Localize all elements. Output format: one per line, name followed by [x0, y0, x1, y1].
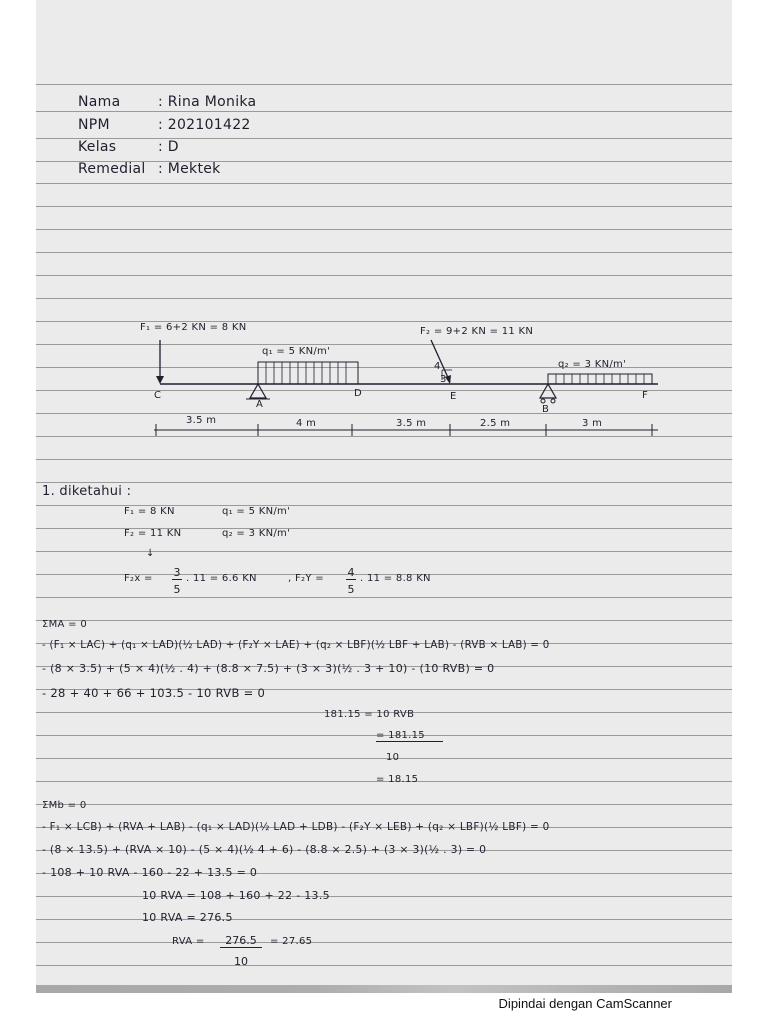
camscanner-watermark: Dipindai dengan CamScanner: [498, 996, 672, 1011]
nama-label: Nama: [78, 94, 121, 110]
rva-denominator: 10: [234, 955, 248, 968]
q1-load-hatch: [266, 362, 346, 384]
f2x-rhs: . 11 = 6.6 KN: [186, 573, 257, 584]
dim-4-label: 2.5 m: [480, 418, 511, 429]
remedial-value: : Mektek: [158, 161, 221, 177]
f2y-lhs: , F₂Y =: [288, 573, 324, 584]
sum-mb-line-3: - 108 + 10 RVA - 160 - 22 + 13.5 = 0: [42, 866, 258, 879]
sum-ma-result: = 18.15: [376, 774, 419, 785]
point-c-label: C: [154, 390, 162, 401]
sum-mb-title: ΣMb = 0: [42, 800, 87, 811]
given-q2: q₂ = 3 KN/m': [222, 528, 291, 539]
sum-ma-line-5-num: = 181.15: [376, 730, 443, 742]
point-e-label: E: [450, 391, 457, 402]
slope-4-label: 4: [434, 361, 441, 372]
sum-ma-line-2: - (8 × 3.5) + (5 × 4)(½ . 4) + (8.8 × 7.5) + (3 × 3)(½ . 3 + 10) - (10 RVB) = 0: [42, 662, 495, 675]
f2x-lhs: F₂x =: [124, 573, 153, 584]
f2x-numerator: 3: [173, 566, 181, 579]
f1-arrowhead: [156, 376, 164, 384]
sum-ma-line-5-den: 10: [386, 752, 400, 763]
notebook-page: [36, 0, 732, 993]
q2-load-hatch: [556, 374, 644, 384]
sum-ma-line-3: - 28 + 40 + 66 + 103.5 - 10 RVB = 0: [42, 686, 266, 700]
dim-3-label: 3.5 m: [396, 418, 427, 429]
f2y-numerator: 4: [347, 566, 355, 579]
sum-ma-line-4: 181.15 = 10 RVB: [324, 709, 415, 720]
given-f2: F₂ = 11 KN: [124, 528, 182, 539]
sum-mb-line-1: - F₁ × LCB) + (RVA + LAB) - (q₁ × LAD)(½ LAD + LDB) - (F₂Y × LEB) + (q₂ × LBF)(½ LBF) = 0: [42, 821, 550, 833]
sum-mb-line-5: 10 RVA = 276.5: [142, 911, 233, 924]
f1-label: F₁ = 6+2 KN = 8 KN: [140, 322, 247, 333]
support-a: [250, 384, 266, 398]
f2x-denominator: 5: [173, 583, 181, 596]
slope-3-label: 3: [440, 374, 447, 385]
given-f1: F₁ = 8 KN: [124, 506, 175, 517]
given-q1: q₁ = 5 KN/m': [222, 506, 291, 517]
sum-mb-line-4: 10 RVA = 108 + 160 + 22 - 13.5: [142, 889, 330, 902]
f2y-rhs: . 11 = 8.8 KN: [360, 573, 431, 584]
npm-label: NPM: [78, 117, 110, 133]
rva-lhs: RVA =: [172, 936, 205, 947]
sum-ma-line-1: - (F₁ × LAC) + (q₁ × LAD)(½ LAD) + (F₂Y × LAE) + (q₂ × LBF)(½ LBF + LAB) - (RVB × LAB) = 0: [42, 640, 550, 651]
rva-result: = 27.65: [270, 936, 313, 947]
remedial-label: Remedial: [78, 161, 146, 177]
q1-label: q₁ = 5 KN/m': [262, 346, 331, 357]
point-f-label: F: [642, 390, 649, 401]
npm-value: : 202101422: [158, 117, 251, 133]
scan-edge: [36, 985, 732, 993]
rva-numerator: 276.5: [220, 934, 262, 948]
nama-value: : Rina Monika: [158, 94, 257, 110]
sum-mb-line-2: - (8 × 13.5) + (RVA × 10) - (5 × 4)(½ 4 + 6) - (8.8 × 2.5) + (3 × 3)(½ . 3) = 0: [42, 843, 487, 856]
support-b: [540, 384, 556, 398]
kelas-label: Kelas: [78, 139, 117, 155]
point-d-label: D: [354, 388, 363, 399]
f2y-denominator: 5: [347, 583, 355, 596]
down-arrow: ↓: [146, 548, 155, 559]
diketahui-heading: 1. diketahui :: [42, 484, 132, 499]
beam-diagram: [36, 0, 732, 450]
f2-label: F₂ = 9+2 KN = 11 KN: [420, 326, 534, 337]
dim-5-label: 3 m: [582, 418, 603, 429]
point-a-label: A: [256, 399, 264, 410]
dim-1-label: 3.5 m: [186, 415, 217, 426]
dim-2-label: 4 m: [296, 418, 317, 429]
point-b-label: B: [542, 404, 550, 415]
kelas-value: : D: [158, 139, 179, 155]
q2-label: q₂ = 3 KN/m': [558, 359, 627, 370]
sum-ma-title: ΣMA = 0: [42, 619, 87, 630]
q1-load-box: [258, 362, 358, 384]
